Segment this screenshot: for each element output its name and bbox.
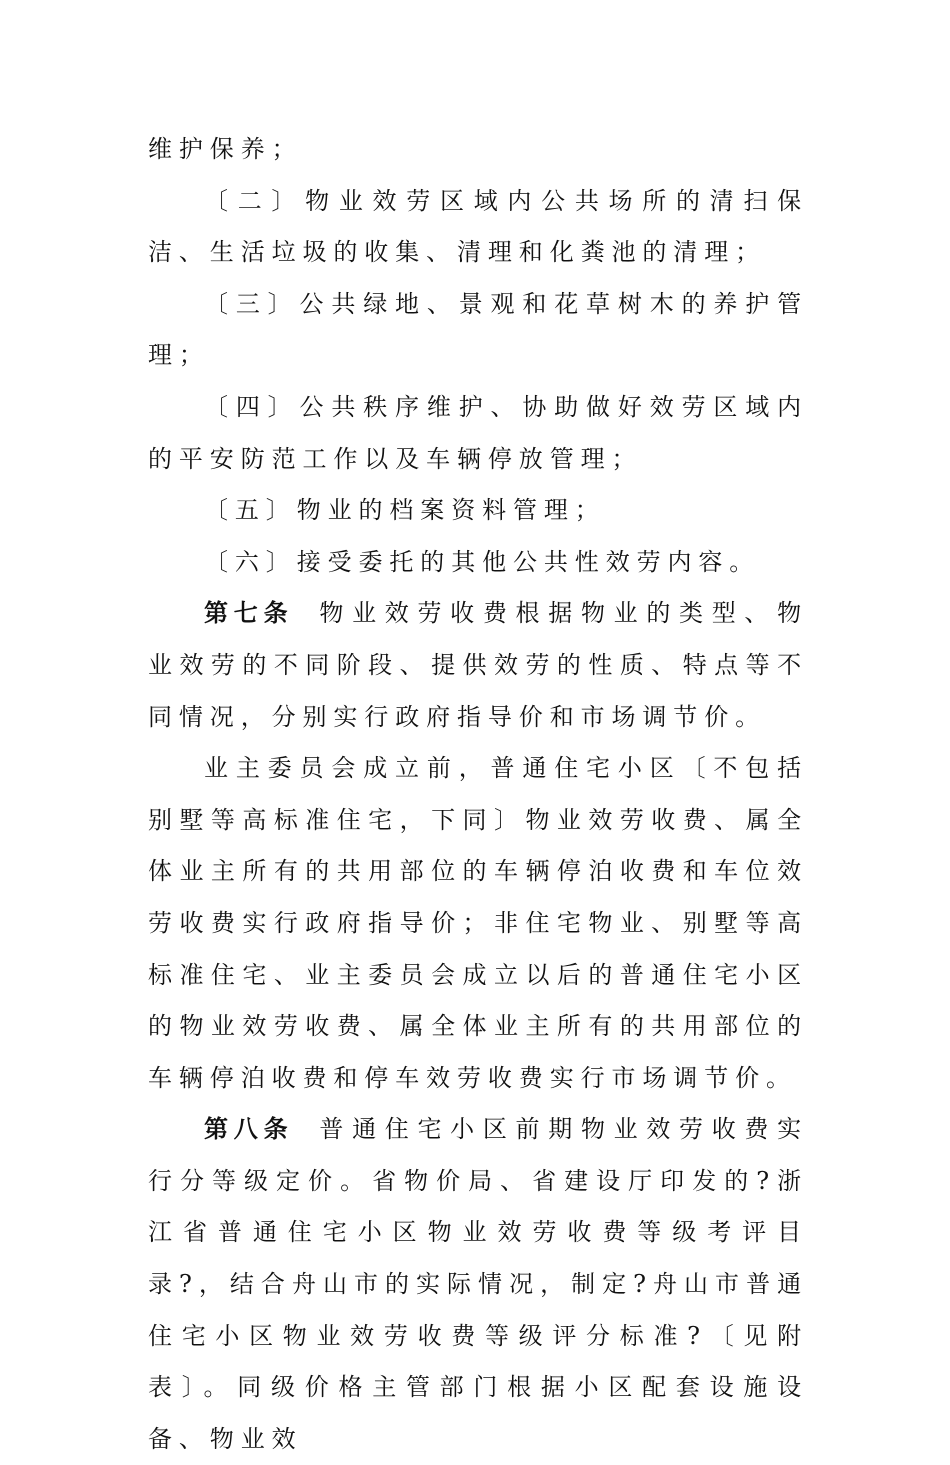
article-8 [148,1104,808,1465]
article-7-text: 物业效劳收费根据物业的类型、物业效劳的不同阶段、提供效劳的性质、特点等不同情况，分别实行政府指导价和市场调节价。 [148,599,809,731]
article-8-text: 普通住宅小区前期物业效劳收费实行分等级定价。省物价局、省建设厅印发的?浙江省普通住宅小区物业效劳收费等级考评目录?，结合舟山市的实际情况，制定?舟山市普通住宅小区物业效劳收费等级评分标准?〔见附表〕。同级价格主管部门根据小区配套设施设备、物业效 [148,1115,809,1453]
list-item-2: 〔二〕物业效劳区域内公共场所的清扫保洁、生活垃圾的收集、清理和化粪池的清理； [148,186,808,267]
list-item-3: 〔三〕公共绿地、景观和花草树木的养护管理； [148,289,808,370]
list-item-5: 〔五〕物业的档案资料管理； [204,496,606,525]
list-item-4: 〔四〕公共秩序维护、协助做好效劳区域内的平安防范工作以及车辆停放管理； [148,392,808,473]
article-8-label: 第八条 [204,1115,294,1144]
article-7-paragraph-2: 业主委员会成立前，普通住宅小区〔不包括别墅等高标准住宅，下同〕物业效劳收费、属全体业主所有的共用部位的车辆停泊收费和车位效劳收费实行政府指导价；非住宅物业、别墅等高标准住宅、业主委员会成立以后的普通住宅小区的物业效劳收费、属全体业主所有的共用部位的车辆停泊收费和停车效劳收费实行市场调节价。 [148,754,808,1092]
article-7 [148,588,808,743]
article-7-label: 第七条 [204,599,294,628]
document-page [148,124,808,1465]
list-item-6: 〔六〕接受委托的其他公共性效劳内容。 [204,547,761,576]
paragraph-continuation: 维护保养； [148,135,303,163]
